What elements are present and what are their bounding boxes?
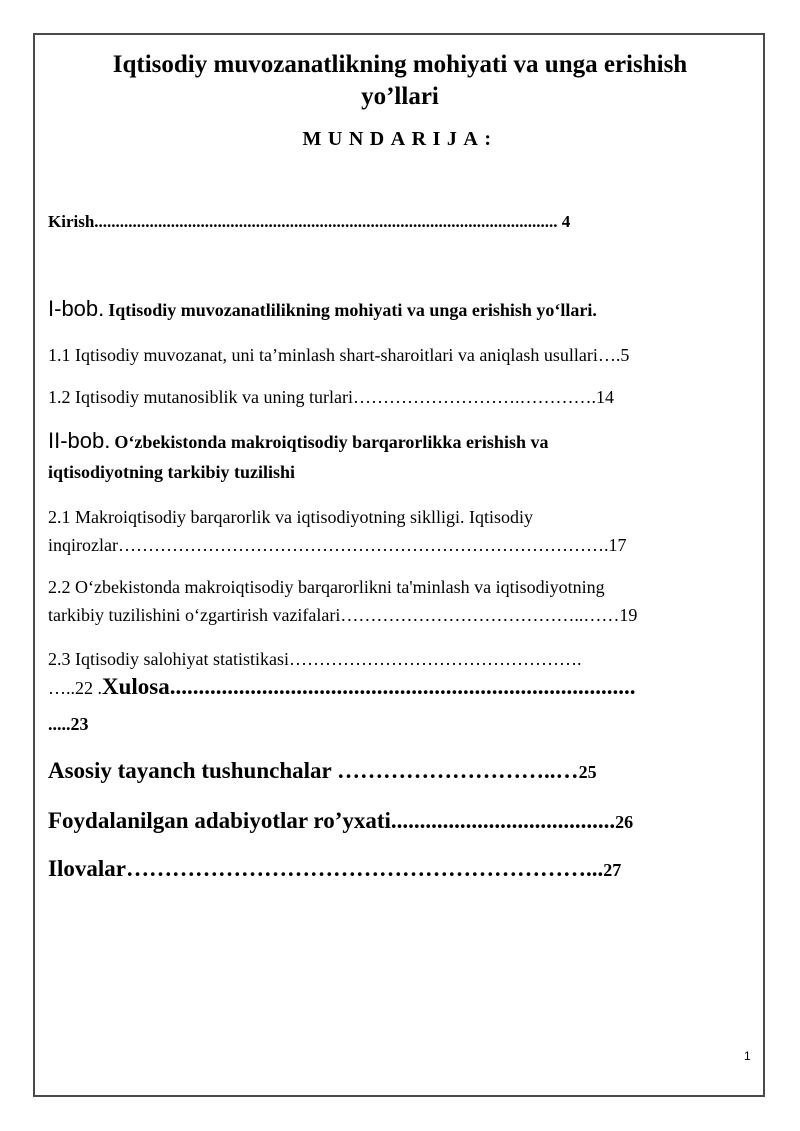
toc-entry-asosiy <box>48 758 597 784</box>
toc-heading: MUNDARIJA: <box>302 128 498 150</box>
toc-entry-xulosa: Xulosa................................................................................. <box>102 674 636 699</box>
toc-entry-ilovalar <box>48 856 621 882</box>
toc-entry-foydalanilgan <box>48 808 633 834</box>
toc-chapter-1 <box>48 296 597 322</box>
page-border <box>33 33 765 1097</box>
toc-entry-2-2-line-1: 2.2 O‘zbekistonda makroiqtisodiy barqarorlikni ta'minlash va iqtisodiyotning <box>48 577 605 597</box>
toc-entry-2-1-line-1: 2.1 Makroiqtisodiy barqarorlik va iqtisodiyotning siklligi. Iqtisodiy <box>48 507 533 527</box>
toc-entry-2-2-line-2: tarkibiy tuzilishini o‘zgartirish vazifalari…………………………………..……19 <box>48 605 638 625</box>
toc-chapter-2 <box>48 428 548 454</box>
asosiy-text: Asosiy tayanch tushunchalar ………………………..… <box>48 758 579 783</box>
toc-entry-2-3-line-2 <box>48 674 636 700</box>
chapter-2-prefix: II-bob. <box>48 428 111 453</box>
ilovalar-text: Ilovalar……………………………………………………... <box>48 856 604 881</box>
toc-entry-1-1: 1.1 Iqtisodiy muvozanat, uni ta’minlash shart-sharoitlari va aniqlash usullari….5 <box>48 345 630 365</box>
document-title-line-1: Iqtisodiy muvozanatlikning mohiyati va unga erishish <box>112 51 688 78</box>
toc-entry-2-3-line-1: 2.3 Iqtisodiy salohiyat statistikasi…………………………………………. <box>48 649 582 669</box>
toc-entry-1-2: 1.2 Iqtisodiy mutanosiblik va uning turlari……………………….………….14 <box>48 387 614 407</box>
foydalanilgan-text: Foydalanilgan adabiyotlar ro’yxati....................................... <box>48 808 616 833</box>
toc-entry-kirish: Kirish............................................................................................................. 4 <box>48 212 571 231</box>
toc-entry-2-1-line-2: inqirozlar……………………………………………………………………….17 <box>48 535 627 555</box>
chapter-2-title-line-1: O‘zbekistonda makroiqtisodiy barqarorlikka erishish va <box>114 432 549 452</box>
page-number: 1 <box>744 1049 751 1063</box>
foydalanilgan-page: 26 <box>615 812 634 832</box>
ilovalar-page: 27 <box>603 860 622 880</box>
asosiy-page: 25 <box>578 762 597 782</box>
document-title-line-2: yo’llari <box>361 83 439 110</box>
toc-entry-xulosa-page: .....23 <box>48 714 89 734</box>
toc-entry-2-3-page: …..22 . <box>48 678 102 698</box>
chapter-2-title-line-2: iqtisodiyotning tarkibiy tuzilishi <box>48 462 296 482</box>
chapter-1-prefix: I-bob. <box>48 296 105 321</box>
chapter-1-title: Iqtisodiy muvozanatlilikning mohiyati va unga erishish yo‘llari. <box>108 300 597 320</box>
